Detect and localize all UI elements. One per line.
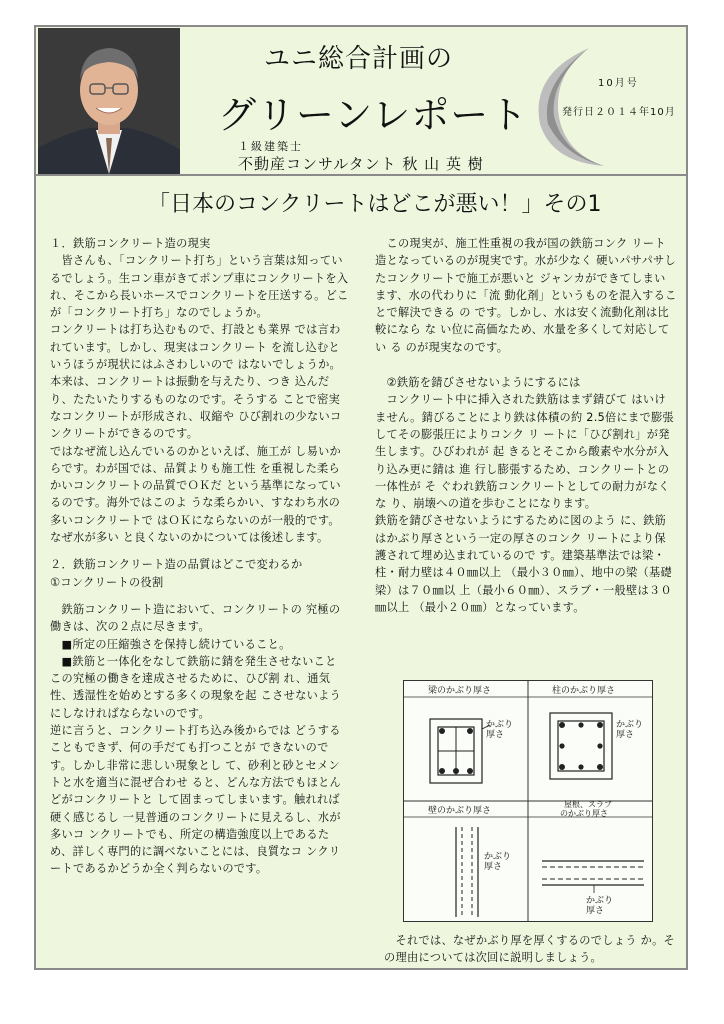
cover-label-wall-1: かぶり bbox=[484, 852, 512, 862]
cover-label-beam-2: 厚さ bbox=[486, 730, 505, 740]
paragraph: 鉄筋を錆びさせないようにするために図のよう に、鉄筋はかぶり厚さという一定の厚さのコンク リートにより保護されて埋め込まれているので す。建築基準法では梁・柱・耐力壁は４０㎜以上 （最小３０㎜）、地中の梁（基礎梁）は７０㎜以 上（最小６０㎜）、スラブ・一般壁は３０㎜以上 （最小２０㎜）となっています。 bbox=[375, 514, 672, 614]
wall-cover-label: 壁のかぶり厚さ bbox=[428, 806, 492, 816]
newsletter-subtitle: ユニ総合計画の bbox=[264, 44, 454, 74]
paragraph: コンクリート中に挿入された鉄筋はまず錆びて はいけません。錆びることにより鉄は体積の約 2.5倍にまで膨張してその膨張圧によりコンク リ ートに「ひび割れ」が発生します。ひびわれが 起 きるとそこから酸素や水分が入り込み更に錆は 進 行し膨張するため、コンクリートとの一体性が そ ぐわれ鉄筋コンクリートとしての耐力がなくな り、崩壊への道を歩むことになります。 bbox=[375, 393, 674, 511]
cover-label-column-1: かぶり bbox=[616, 720, 644, 730]
author-photo bbox=[38, 28, 180, 174]
slab-cover-label-1: 屋根、スラブ bbox=[564, 800, 612, 809]
beam-cover-label: 梁のかぶり厚さ bbox=[428, 686, 492, 696]
cover-thickness-figure bbox=[403, 680, 653, 922]
issue-label: 10月号 bbox=[598, 78, 639, 89]
section-heading: ２．鉄筋コンクリート造の品質はどこで変わるか bbox=[50, 558, 303, 572]
cover-label-wall-2: 厚さ bbox=[484, 862, 503, 872]
paragraph: 皆さんも、「コンクリート打ち」という言葉は知っているでしょう。生コン車がきてポンプ車にコンクリートを入れ、そこから長いホースでコンクリートを圧送する。どこが「コンクリート打ち」なのでしょうか。 bbox=[50, 254, 349, 320]
newsletter-title: グリーンレポート bbox=[218, 93, 529, 137]
paragraph: コンクリートは打ち込むもので、打設とも業界 では言われています。しかし、現実はコンクリート を流し込むというほうが現状にはふさわしいので はないでしょうか。 bbox=[50, 323, 342, 372]
subsection-heading: ②鉄筋を錆びさせないようにするには bbox=[375, 376, 581, 390]
cover-label-slab-1: かぶり bbox=[586, 896, 614, 906]
bullet-item: ■所定の圧縮強さを保持し続けていること。 bbox=[50, 637, 291, 651]
paragraph: 逆に言うと、コンクリート打ち込み後からでは どうすることもできず、何の手だても打つことが できないのです。しかし非常に悲しい現象とし て、砂利と砂とセメントと水を適当に混ぜ合わせ ると、どんな方法でもほとんどがコンクリートと して固まってしまいます。触れれば硬く感じるし 一見普通のコンクリートに見えるし、水が多いコ ンクリートでも、所定の構造強度以上であるた め、詳しく専門的に調べないことには、良質なコ ンクリートであるかどうか全く判らないのです。 bbox=[50, 724, 342, 876]
closing-paragraph: それでは、なぜかぶり厚を厚くするのでしょう か。その理由については次回に説明しましょう。 bbox=[384, 934, 676, 964]
article-headline: 「日本のコンクリートはどこが悪い！」その1 bbox=[148, 192, 602, 217]
author-role: １級建築士 bbox=[238, 140, 303, 153]
paragraph: ではなぜ流し込んでいるのかといえば、施工が し易いからです。わが国では、品質よりも施工性 を重視した柔らかいコンクリートの品質でＯＫだ という基準になっているのです。海外ではこのよ うな柔らかい、すなわち水の多いコンクリートで はＯＫにならないのが一般的です。なぜ水が多い と良くないのかについては後述します。 bbox=[50, 444, 342, 545]
cover-label-column-2: 厚さ bbox=[616, 730, 635, 740]
paragraph: この現実が、施工性重視の我が国の鉄筋コンク リート造となっているのが現実です。水が少なく 硬いパサパサしたコンクリートで施工が悪いと ジャンカができてしまいます、水の代わりに「流 動化剤」というものを混入することで解決できる の です。しかし、水は安く流動化剤は比較になら な い位に高価なため、水量を多くして対応してい る のが現実なのです。 bbox=[375, 237, 677, 354]
issue-date: 発行日２０１４年10月 bbox=[562, 107, 676, 118]
column-cover-label: 柱のかぶり厚さ bbox=[552, 686, 616, 696]
author-name: 不動産コンサルタント 秋 山 英 樹 bbox=[238, 155, 484, 173]
cover-label-slab-2: 厚さ bbox=[586, 906, 605, 916]
paragraph: 鉄筋コンクリート造において、コンクリートの 究極の働きは、次の２点に尽きます。 bbox=[50, 602, 341, 634]
paragraph: 本来は、コンクリートは振動を与えたり、つき 込んだり、たたいたりするものなのです。そうする ことで密実なコンクリートが形成され、収縮や ひび割れの少ないコンクリートができるのです。 bbox=[50, 375, 342, 441]
right-column bbox=[375, 235, 677, 616]
slab-cover-label-2: のかぶり厚さ bbox=[560, 809, 608, 818]
left-column bbox=[50, 235, 350, 878]
paragraph: この究極の働きを達成させるために、ひび割 れ、通気性、透湿性を始めとする多くの現象を起 こさせないようにしなければならないのです。 bbox=[50, 672, 342, 720]
subsection-heading: ①コンクリートの役割 bbox=[50, 575, 164, 589]
section-heading: １．鉄筋コンクリート造の現実 bbox=[50, 237, 211, 250]
cover-label-beam-1: かぶり bbox=[486, 720, 514, 730]
bullet-item: ■鉄筋と一体化をなして鉄筋に錆を発生させないこと bbox=[50, 654, 337, 668]
